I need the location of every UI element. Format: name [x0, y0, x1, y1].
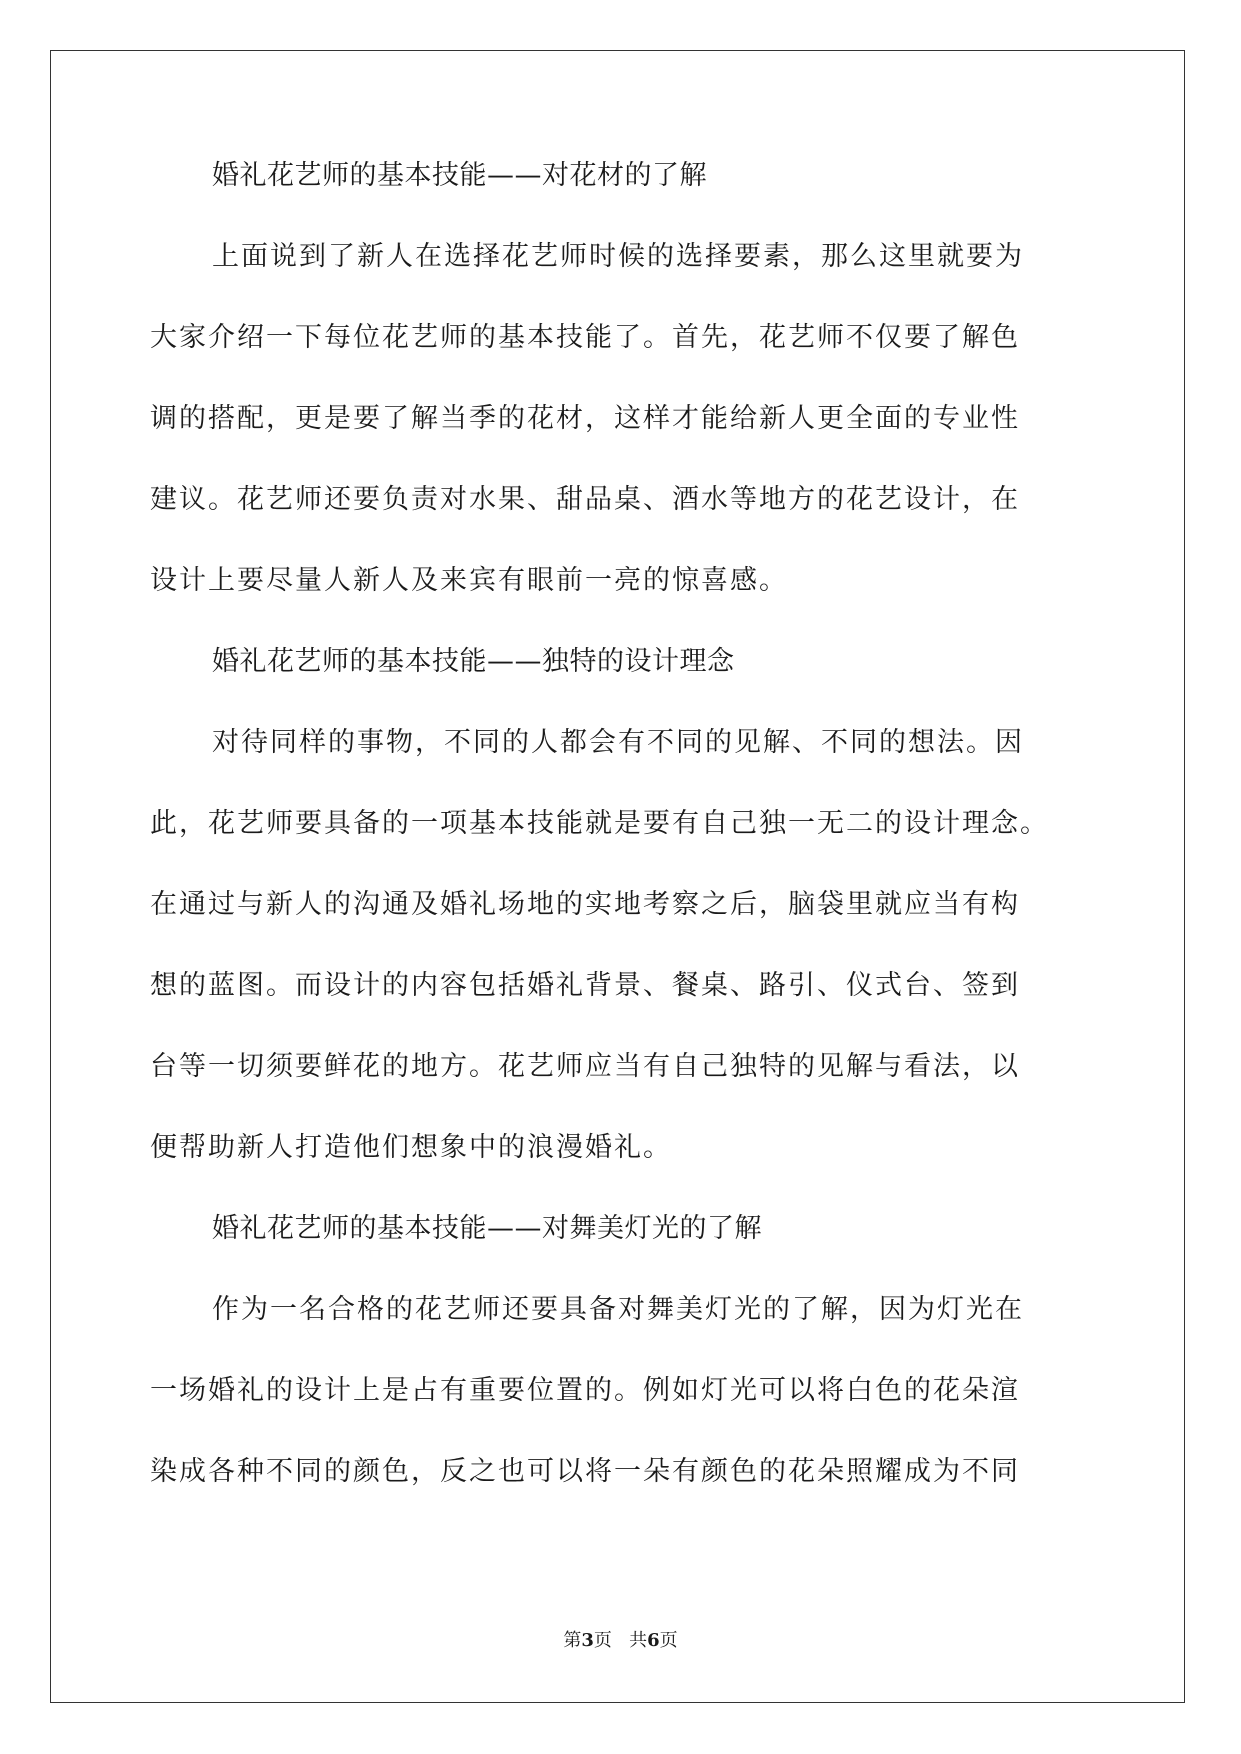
text-line: 上面说到了新人在选择花艺师时候的选择要素，那么这里就要为: [212, 241, 1024, 272]
page-number-footer: [0, 1626, 1241, 1652]
text-line: 在通过与新人的沟通及婚礼场地的实地考察之后，脑袋里就应当有构: [150, 889, 1020, 920]
paragraph-flower-materials: [150, 236, 1090, 601]
text-line: 设计上要尽量人新人及来宾有眼前一亮的惊喜感。: [150, 565, 788, 596]
section-heading-stage-lighting: 婚礼花艺师的基本技能——对舞美灯光的了解: [212, 1213, 762, 1244]
paragraph-design-concept: [150, 722, 1090, 1168]
footer-page-mid: 页 共: [593, 1630, 648, 1651]
text-line: 便帮助新人打造他们想象中的浪漫婚礼。: [150, 1132, 672, 1163]
paragraph-stage-lighting: [150, 1289, 1090, 1492]
text-line: 此，花艺师要具备的一项基本技能就是要有自己独一无二的设计理念。: [150, 808, 1049, 839]
text-line: 台等一切须要鲜花的地方。花艺师应当有自己独特的见解与看法，以: [150, 1051, 1020, 1082]
text-line: 一场婚礼的设计上是占有重要位置的。例如灯光可以将白色的花朵渲: [150, 1375, 1020, 1406]
text-line: 染成各种不同的颜色，反之也可以将一朵有颜色的花朵照耀成为不同: [150, 1456, 1020, 1487]
text-line: 调的搭配，更是要了解当季的花材，这样才能给新人更全面的专业性: [150, 403, 1020, 434]
text-line: 作为一名合格的花艺师还要具备对舞美灯光的了解，因为灯光在: [212, 1294, 1024, 1325]
footer-page-suffix: 页: [659, 1630, 678, 1651]
text-line: 大家介绍一下每位花艺师的基本技能了。首先，花艺师不仅要了解色: [150, 322, 1020, 353]
text-line: 想的蓝图。而设计的内容包括婚礼背景、餐桌、路引、仪式台、签到: [150, 970, 1020, 1001]
document-body: [150, 155, 1090, 1532]
footer-page-prefix: 第: [563, 1630, 582, 1651]
text-line: 对待同样的事物，不同的人都会有不同的见解、不同的想法。因: [212, 727, 1024, 758]
section-heading-design-concept: 婚礼花艺师的基本技能——独特的设计理念: [212, 646, 735, 677]
footer-total-pages: 6: [647, 1630, 660, 1651]
section-heading-flower-materials: 婚礼花艺师的基本技能——对花材的了解: [212, 160, 707, 191]
text-line: 建议。花艺师还要负责对水果、甜品桌、酒水等地方的花艺设计，在: [150, 484, 1020, 515]
footer-current-page: 3: [581, 1630, 594, 1651]
